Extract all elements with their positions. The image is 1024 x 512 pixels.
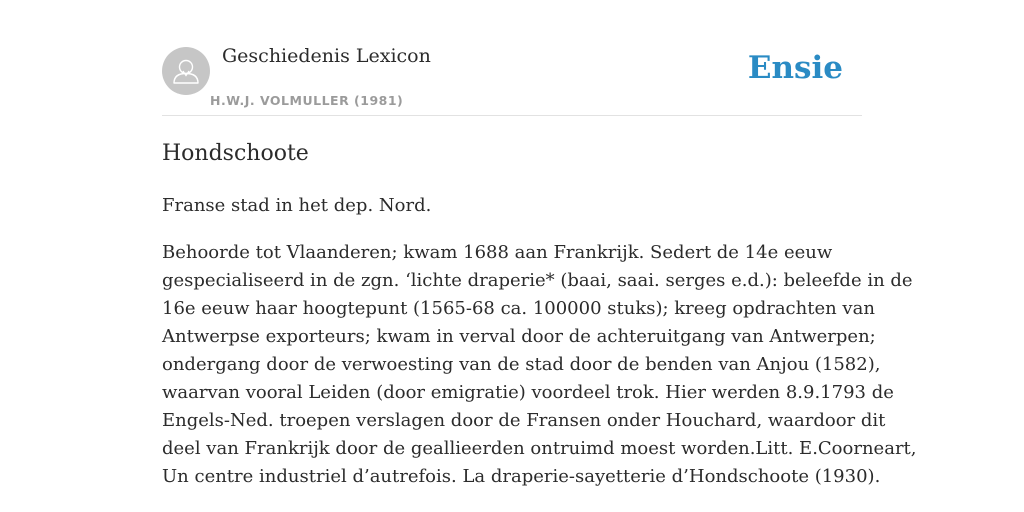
body-line: waarvan vooral Leiden (door emigratie) voordeel trok. Hier werden 8.9.1793 de: [162, 382, 894, 403]
author-label[interactable]: H.W.J. VOLMULLER (1981): [210, 93, 404, 108]
body-line: 16e eeuw haar hoogtepunt (1565-68 ca. 100000 stuks); kreeg opdrachten van: [162, 298, 875, 319]
lexicon-card: [162, 0, 917, 512]
source-title-link[interactable]: Geschiedenis Lexicon: [222, 45, 431, 67]
body-line: deel van Frankrijk door de geallieerden ontruimd moest worden.Litt. E.Coorneart,: [162, 438, 917, 459]
user-icon: [162, 47, 210, 95]
body-line: Antwerpse exporteurs; kwam in verval door de achteruitgang van Antwerpen;: [162, 326, 876, 347]
body-line: Un centre industriel d’autrefois. La draperie-sayetterie d’Hondschoote (1930).: [162, 466, 881, 487]
header-divider: [162, 115, 862, 116]
body-line: gespecialiseerd in de zgn. ‘lichte draperie* (baai, saai. serges e.d.): beleefde in de: [162, 270, 913, 291]
body-line: Engels-Ned. troepen verslagen door de Fransen onder Houchard, waardoor dit: [162, 410, 886, 431]
ensie-logo[interactable]: Ensie: [747, 50, 843, 86]
body-line: ondergang door de verwoesting van de stad door de benden van Anjou (1582),: [162, 354, 881, 375]
entry-title: Hondschoote: [162, 141, 309, 166]
body-line: Behoorde tot Vlaanderen; kwam 1688 aan Frankrijk. Sedert de 14e eeuw: [162, 242, 833, 263]
entry-body: [162, 239, 917, 491]
avatar: [162, 47, 210, 95]
entry-lead: Franse stad in het dep. Nord.: [162, 195, 432, 216]
